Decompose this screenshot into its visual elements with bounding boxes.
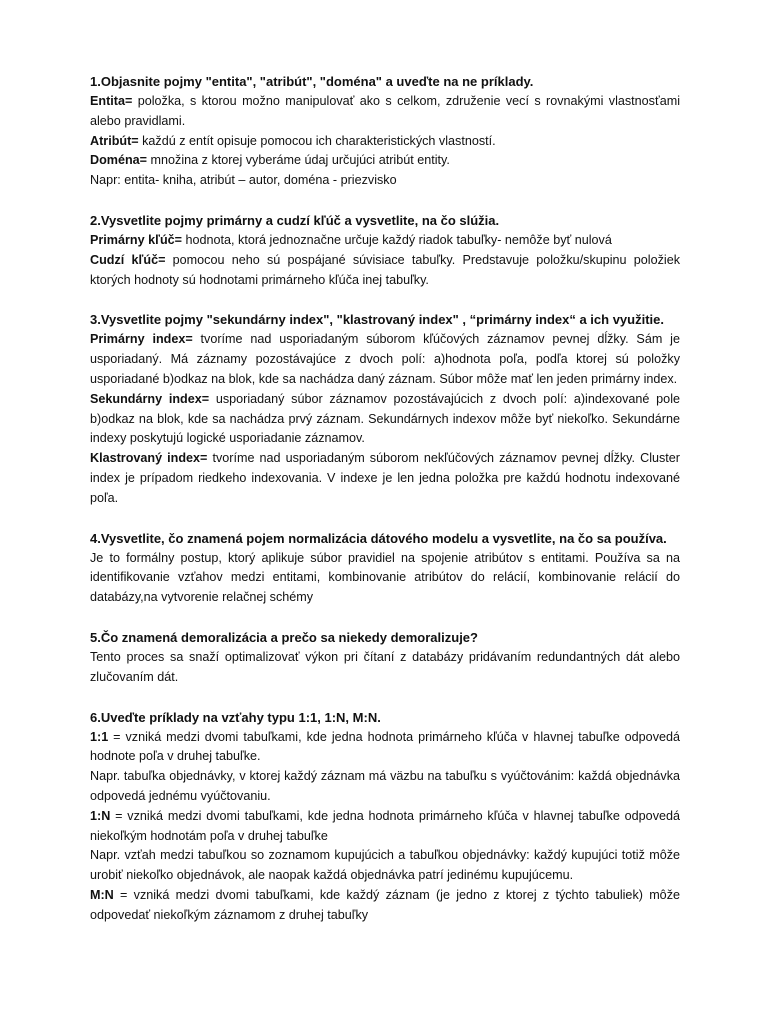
definition: tvoríme nad usporiadaným súborom kľúčových záznamov pevnej dĺžky. Sám je usporiadaný. Má záznamy pozostávajúce z dvoch polí: a)hodnota poľa, podľa ktorej sú položky usporiadané b)odkaz na blok, kde sa nachádza daný záznam. Súbor môže mať len jeden primárny index. — [90, 332, 680, 386]
section-heading: 2.Vysvetlite pojmy primárny a cudzí kľúč a vysvetlite, na čo slúžia. — [90, 212, 500, 228]
definition: usporiadaný súbor záznamov pozostávajúcich z dvoch polí: a)indexované pole b)odkaz na blok, kde sa nachádza prvý záznam. Sekundárnych indexov môže byť niekoľko. Sekundárne indexy poskytujú logické usporiadanie záznamov. — [90, 391, 680, 446]
term: Primárny kľúč= — [90, 232, 183, 247]
paragraph — [90, 171, 680, 191]
term: Cudzí kľúč= — [90, 252, 166, 267]
definition: každú z entít opisuje pomocou ich charakteristických vlastností. — [138, 133, 496, 148]
definition: množina z ktorej vyberáme údaj určujúci atribút entity. — [147, 153, 450, 168]
definition: Tento proces sa snaží optimalizovať výkon pri čítaní z databázy pridávaním redundantných dát alebo zlučovaním dát. — [90, 649, 680, 684]
term: Primárny index= — [90, 332, 193, 347]
section-2 — [90, 211, 680, 290]
definition: hodnota, ktorá jednoznačne určuje každý riadok tabuľky- nemôže byť nulová — [182, 232, 612, 247]
definition: = vzniká medzi dvomi tabuľkami, kde jedna hodnota primárneho kľúča v hlavnej tabuľke odpovedá niekoľkým hodnotám poľa v druhej tabuľke — [90, 808, 680, 843]
section-heading: 4.Vysvetlite, čo znamená pojem normalizácia dátového modelu a vysvetlite, na čo sa používa. — [90, 530, 667, 546]
paragraph — [90, 151, 680, 171]
term: 1:1 — [90, 729, 109, 744]
definition: = vzniká medzi dvomi tabuľkami, kde jedna hodnota primárneho kľúča v hlavnej tabuľke odpovedá hodnote poľa v druhej tabuľke. — [90, 729, 680, 764]
definition: pomocou neho sú pospájané súvisiace tabuľky. Predstavuje položku/skupinu položiek ktorých hodnoty sú hodnotami primárneho kľúča inej tabuľky. — [90, 252, 681, 287]
term: 1:N — [90, 808, 111, 823]
term: Atribút= — [90, 133, 139, 148]
section-heading: 5.Čo znamená demoralizácia a prečo sa niekedy demoralizuje? — [90, 629, 478, 645]
definition: = vzniká medzi dvomi tabuľkami, kde každý záznam (je jedno z ktorej z týchto tabuliek) môže odpovedať niekoľkým záznamom z druhej tabuľky — [90, 887, 680, 922]
paragraph — [90, 231, 680, 251]
section-heading: 1.Objasnite pojmy "entita", "atribút", "doména" a uveďte na ne príklady. — [90, 74, 534, 89]
section-6 — [90, 708, 680, 926]
paragraph — [90, 846, 680, 886]
section-4 — [90, 529, 680, 608]
paragraph — [90, 92, 680, 132]
definition: Napr. vzťah medzi tabuľkou so zoznamom kupujúcich a tabuľkou objednávky: každý kupujúci totiž môže urobiť niekoľko objednávok, ale naopak každá objednávka patrí jedinému kupujúcemu. — [90, 848, 680, 883]
section-1 — [90, 72, 680, 191]
term: Doména= — [90, 153, 148, 168]
paragraph — [90, 767, 680, 807]
paragraph — [90, 807, 680, 847]
term: Sekundárny index= — [90, 391, 210, 406]
paragraph — [90, 390, 680, 449]
paragraph — [90, 728, 680, 768]
definition: Je to formálny postup, ktorý aplikuje súbor pravidiel na spojenie atribútov s entitami. Používa sa na identifikovanie vzťahov medzi entitami, kombinovanie atribútov do relácií, kombinovanie relácií do databázy,na vytvorenie relačnej schémy — [90, 550, 680, 605]
section-5 — [90, 628, 680, 688]
definition: položka, s ktorou možno manipulovať ako s celkom, združenie vecí s rovnakými vlastnosťami alebo pravidlami. — [90, 94, 680, 128]
paragraph — [90, 132, 680, 152]
paragraph — [90, 648, 680, 688]
paragraph — [90, 251, 680, 291]
term: Entita= — [90, 94, 133, 108]
section-heading: 3.Vysvetlite pojmy "sekundárny index", "klastrovaný index" , “primárny index“ a ich využitie. — [90, 312, 664, 328]
section-heading: 6.Uveďte príklady na vzťahy typu 1:1, 1:N, M:N. — [90, 709, 381, 725]
section-3 — [90, 310, 680, 508]
paragraph — [90, 549, 680, 608]
paragraph — [90, 330, 680, 389]
definition: Napr: entita- kniha, atribút – autor, doména - priezvisko — [90, 173, 397, 188]
paragraph — [90, 886, 680, 926]
paragraph — [90, 449, 680, 508]
term: M:N — [90, 887, 114, 902]
definition: tvoríme nad usporiadaným súborom nekľúčových záznamov pevnej dĺžky. Cluster index je prípadom riedkeho indexovania. V indexe je len jedna položka pre každú hodnotu indexované poľa. — [90, 451, 680, 505]
term: Klastrovaný index= — [90, 451, 208, 466]
definition: Napr. tabuľka objednávky, v ktorej každý záznam má väzbu na tabuľku s vyúčtovánim: každá objednávka odpovedá jednému vyúčtovaniu. — [90, 769, 680, 803]
